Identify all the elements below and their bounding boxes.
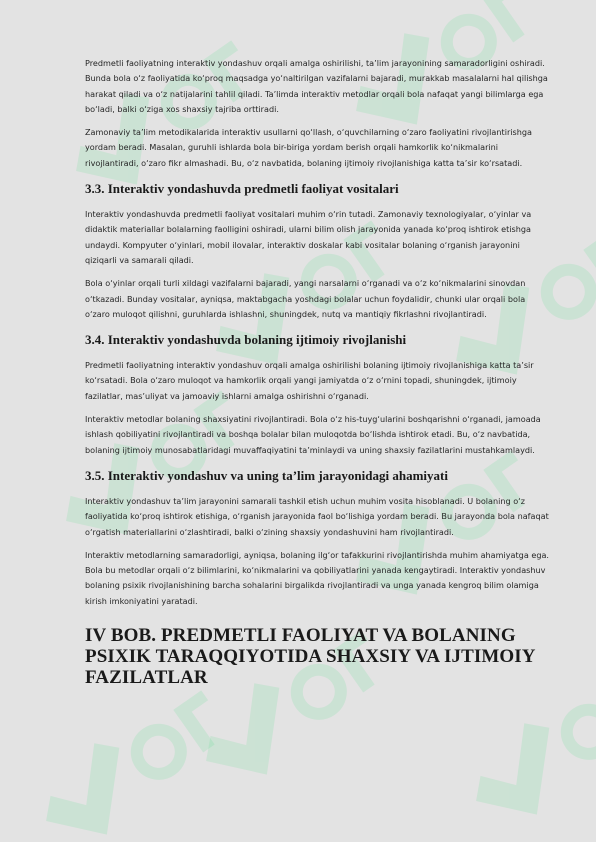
paragraph: Bola o‘yinlar orqali turli xildagi vazifalarni bajaradi, yangi narsalarni o‘rganadi va o‘z ko‘nikmalarini sinovdan o‘tkazadi. Bunday vositalar, ayniqsa, maktabgacha yoshdagi bolalar uchun foydalidir, chunki ular orqali bola o‘zaro muloqot qilishni, guruhlarda ishlashni, shuningdek, nutq va mantiqiy fikrlashni rivojlantiradi. [85,278,526,319]
paragraph: Predmetli faoliyatning interaktiv yondashuv orqali amalga oshirilishi, ta’lim jarayonining samaradorligini oshiradi. Bunda bola o‘z faoliyatida ko‘proq maqsadga yo‘naltirilgan vazifalarni bajaradi, murakkab masalalarni hal qilishga harakat qiladi va o‘z natijalarini tahlil qiladi. Ta’limda interaktiv metodlar orqali bola nafaqat yangi bilimlarga ega bo‘ladi, balki o‘ziga xos shaxsiy tajriba orttiradi. [85,58,548,114]
paragraph: Interaktiv yondashuvda predmetli faoliyat vositalari muhim o‘rin tutadi. Zamonaviy texnologiyalar, o‘yinlar va didaktik materiallar bolalarning faolligini oshiradi, ularni bilim olish jarayonida yanada ko‘proq ishtirok etishga undaydi. Kompyuter o‘yinlari, mobil ilovalar, interaktiv doskalar kabi vositalar bolaning o‘rganish jarayonini qiziqarli va samarali qiladi. [85,209,532,265]
document-page [85,56,550,688]
paragraph: Interaktiv metodlar bolaning shaxsiyatini rivojlantiradi. Bola o‘z his-tuyg‘ularini boshqarishni o‘rganadi, jamoada ishlash qobiliyatini rivojlantiradi va boshqa bolalar bilan muloqotda bo‘lishda ishtirok etadi. Bu, o‘z navbatida, bolaning ijtimoiy munosabatlaridagi muvaffaqiyatini ta’minlaydi va uning shaxsiy fazilatlarini mustahkamlaydi. [85,414,541,455]
section-heading-3-4: 3.4. Interaktiv yondashuvda bolaning ijtimoiy rivojlanishi [85,332,407,348]
section-heading-3-3: 3.3. Interaktiv yondashuvda predmetli faoliyat vositalari [85,181,399,197]
section-heading-3-5: 3.5. Interaktiv yondashuv va uning ta’lim jarayonidagi ahamiyati [85,467,448,483]
paragraph: Predmetli faoliyatning interaktiv yondashuv orqali amalga oshirilishi bolaning ijtimoiy rivojlanishiga katta ta’sir ko‘rsatadi. Bola o‘zaro muloqot va hamkorlik orqali yangi jamiyatda o‘z o‘rnini topadi, shuningdek, ijtimoiy fazilatlar, mas’uliyat va jamoaviy ishlarni amalga oshirishni o‘rganadi. [85,360,534,401]
paragraph: Interaktiv metodlarning samaradorligi, ayniqsa, bolaning ilg‘or tafakkurini rivojlantirishda muhim ahamiyatga ega. Bola bu metodlar orqali o‘z bilimlarini, ko‘nikmalarini va qobiliyatlarini yanada kengaytiradi. Interaktiv yondashuv bolaning psixik rivojlanishining barcha sohalarini birgalikda rivojlantiradi va unga yanada kengroq bilim olamiga kirish imkoniyatini yaratadi. [85,549,550,606]
paragraph: Interaktiv yondashuv ta’lim jarayonini samarali tashkil etish uchun muhim vosita hisoblanadi. U bolaning o‘z faoliyatida ko‘proq ishtirok etishiga, o‘rganish jarayonida faol bo‘lishiga yordam beradi. Bu jarayonda bola nafaqat o‘rgatish materiallarini o‘zlashtiradi, balki o‘zining shaxsiy yondashuvini ham rivojlantiradi. [85,495,549,537]
chapter-title: IV BOB. PREDMETLI FAOLIYAT VA BOLANING PSIXIK TARAQQIYOTIDA SHAXSIY VA IJTIMOIY FAZILATLAR [85,625,535,689]
paragraph: Zamonaviy ta’lim metodikalarida interaktiv usullarni qo‘llash, o‘quvchilarning o‘zaro faoliyatini rivojlantirishga yordam beradi. Masalan, guruhli ishlarda bola bir-biriga yordam berish orqali hamkorlik ko‘nikmalarini rivojlantiradi, o‘zaro fikr almashadi. Bu, o‘z navbatida, bolaning ijtimoiy rivojlanishiga katta ta’sir ko‘rsatadi. [85,127,532,168]
watermark-mark [25,676,238,842]
